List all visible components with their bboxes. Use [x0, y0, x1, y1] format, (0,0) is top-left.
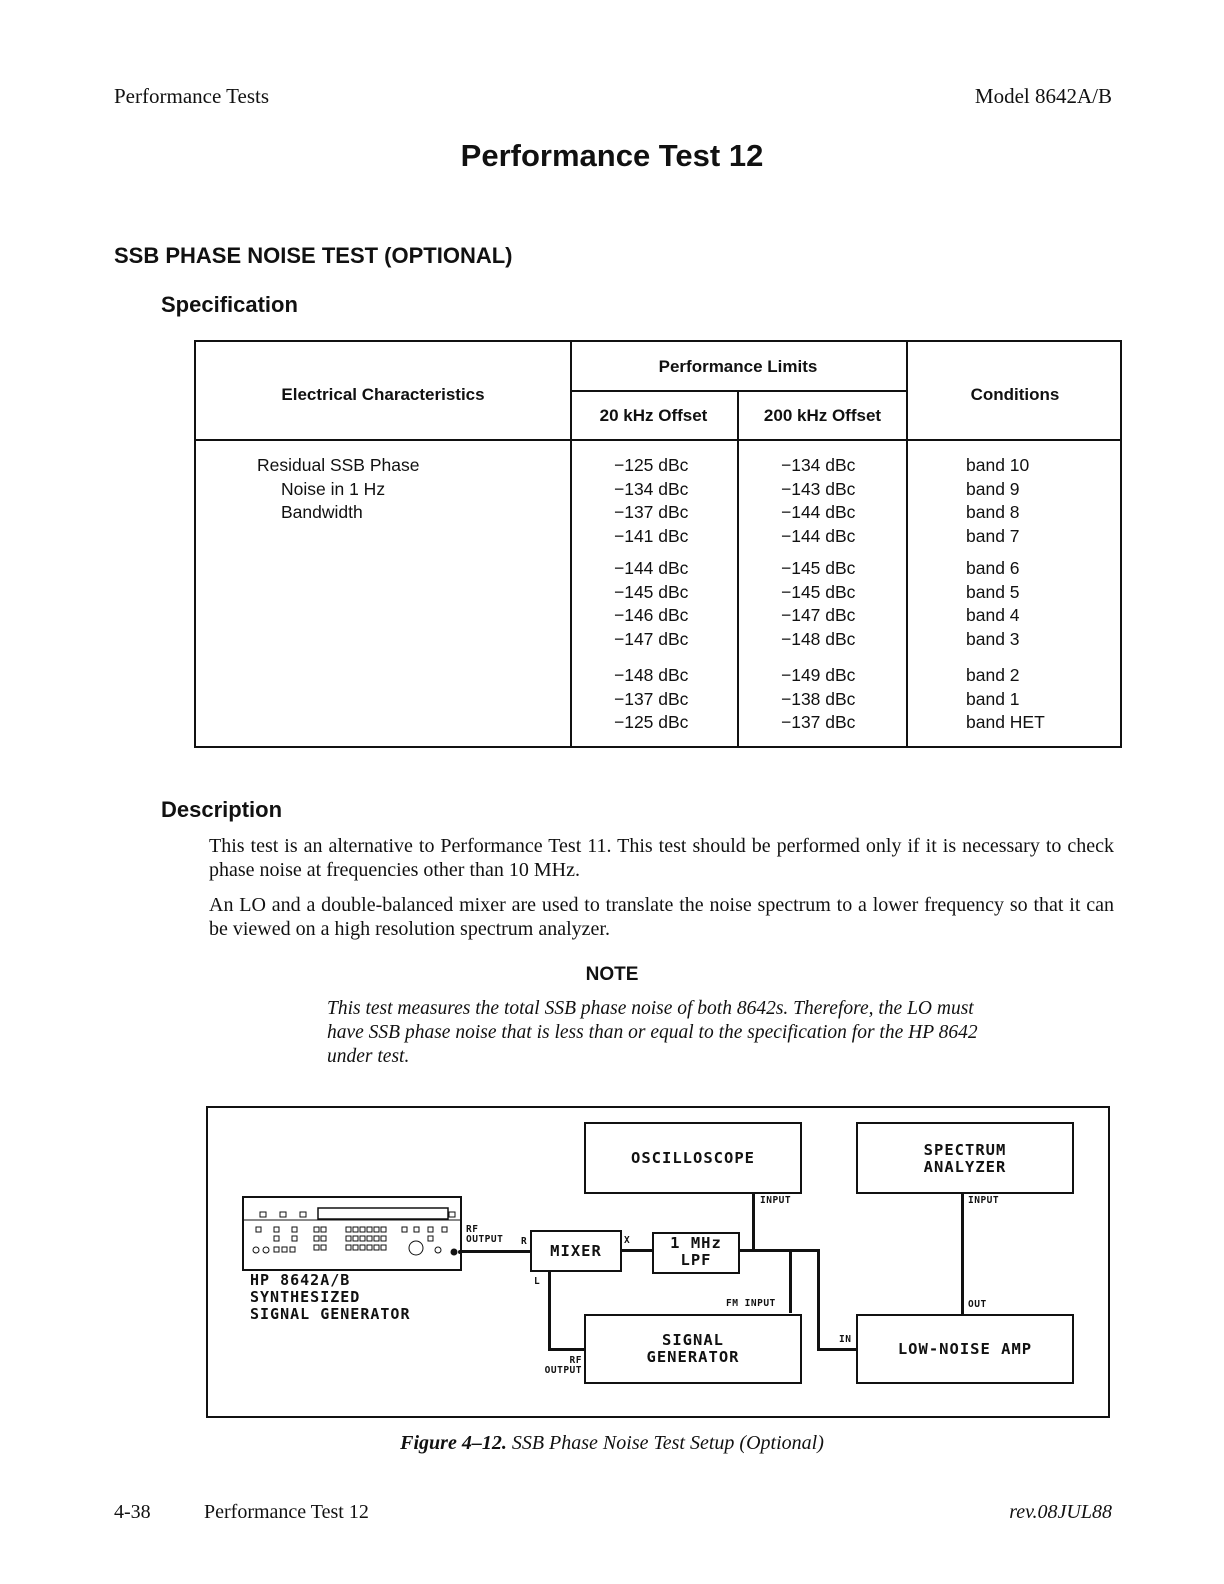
condition-band: band 6: [966, 558, 1020, 578]
offset-20khz-value: −145 dBc: [614, 581, 689, 602]
offset-20khz-value: −146 dBc: [614, 605, 689, 625]
offset-20khz-value: −141 dBc: [614, 525, 689, 546]
footer-page-number: 4-38: [114, 1501, 151, 1523]
condition-band: band 7: [966, 525, 1020, 546]
offset-200khz-value: −143 dBc: [781, 478, 856, 499]
lpf-label: 1 MHz LPF: [670, 1234, 722, 1269]
condition-band: band HET: [966, 712, 1045, 732]
wire-amp-to-analyzer: [961, 1192, 964, 1315]
wire-lpf-output: [738, 1249, 820, 1252]
wire-lo-to-mixer: [548, 1348, 586, 1351]
offset-20khz-value: −148 dBc: [614, 665, 689, 685]
offset-200khz-value: −147 dBc: [781, 605, 856, 625]
condition-band: band 3: [966, 628, 1020, 649]
figure-caption-text: SSB Phase Noise Test Setup (Optional): [511, 1432, 824, 1454]
description-heading: Description: [161, 797, 283, 822]
page-title: Performance Test 12: [460, 138, 764, 173]
figure-caption: [0, 1432, 1224, 1455]
port-signal-generator-rf-output: RF OUTPUT: [544, 1355, 582, 1376]
header-200khz-offset: 200 kHz Offset: [763, 406, 882, 425]
offset-200khz-value: −144 dBc: [781, 525, 856, 546]
wire-to-amp-input: [817, 1348, 857, 1351]
offset-200khz-value: −145 dBc: [781, 581, 856, 602]
header-conditions: Conditions: [970, 385, 1060, 404]
offset-20khz-value: −125 dBc: [614, 455, 689, 475]
condition-band: band 9: [966, 478, 1020, 499]
offset-200khz-value: −144 dBc: [781, 502, 856, 522]
characteristic-line-3: Bandwidth: [281, 502, 363, 522]
mixer-label: MIXER: [550, 1242, 602, 1260]
figure-number: Figure 4–12.: [400, 1432, 507, 1454]
low-noise-amp-label: LOW-NOISE AMP: [897, 1340, 1033, 1358]
offset-20khz-value: −144 dBc: [614, 558, 689, 578]
wire-to-fm-input: [789, 1249, 792, 1313]
description-paragraph-1: This test is an alternative to Performance Test 11. This test should be performed only if it is necessary to check phase noise at frequencies other than 10 MHz.: [209, 835, 1114, 881]
description-paragraph-2: An LO and a double-balanced mixer are used to translate the noise spectrum to a lower frequency so that it can be viewed on a high resolution spectrum analyzer.: [209, 894, 1114, 940]
running-header-left: Performance Tests: [114, 84, 270, 108]
offset-200khz-value: −145 dBc: [781, 558, 856, 578]
port-oscilloscope-input: INPUT: [760, 1195, 792, 1206]
condition-band: band 1: [966, 688, 1020, 709]
condition-band: band 2: [966, 665, 1020, 685]
port-mixer-x: X: [624, 1235, 631, 1246]
offset-20khz-value: −147 dBc: [614, 628, 689, 649]
test-setup-diagram: [206, 1106, 1110, 1418]
note-label: NOTE: [585, 964, 639, 985]
offset-200khz-value: −134 dBc: [781, 455, 856, 475]
condition-band: band 10: [966, 455, 1030, 475]
port-fm-input: FM INPUT: [726, 1298, 776, 1309]
wire-to-oscilloscope: [752, 1192, 755, 1251]
header-performance-limits: Performance Limits: [658, 357, 818, 376]
wire-mixer-to-lpf: [620, 1249, 653, 1252]
note-text: This test measures the total SSB phase noise of both 8642s. Therefore, the LO must have SSB phase noise that is less than or equal to the specification for the HP 8642 under test.: [327, 998, 978, 1067]
footer-revision: rev.08JUL88: [1009, 1501, 1112, 1523]
spectrum-analyzer-label: SPECTRUM ANALYZER: [923, 1141, 1007, 1176]
offset-20khz-value: −137 dBc: [614, 688, 689, 709]
condition-band: band 4: [966, 605, 1020, 625]
port-mixer-l: L: [534, 1276, 541, 1287]
section-title: SSB PHASE NOISE TEST (OPTIONAL): [114, 243, 513, 268]
specification-heading: Specification: [161, 292, 298, 317]
offset-20khz-value: −125 dBc: [614, 712, 689, 732]
hp-8642-front-panel-icon: [242, 1196, 468, 1272]
port-amp-in: IN: [839, 1334, 852, 1345]
offset-200khz-value: −148 dBc: [781, 628, 856, 649]
port-mixer-r: R: [521, 1236, 528, 1247]
offset-20khz-value: −137 dBc: [614, 502, 689, 522]
wire-lo-vertical: [548, 1269, 551, 1351]
signal-generator-label: SIGNAL GENERATOR: [646, 1331, 740, 1366]
running-header-right: Model 8642A/B: [974, 84, 1112, 108]
offset-20khz-value: −134 dBc: [614, 478, 689, 499]
offset-200khz-value: −149 dBc: [781, 665, 856, 685]
wire-generator-to-mixer: [462, 1250, 530, 1253]
port-amp-out: OUT: [968, 1299, 987, 1310]
header-20khz-offset: 20 kHz Offset: [599, 406, 708, 425]
header-electrical-characteristics: Electrical Characteristics: [281, 385, 485, 404]
port-rf-output-generator: RF OUTPUT: [466, 1224, 504, 1245]
specification-table: [194, 340, 1122, 748]
wire-to-amp-vertical: [817, 1249, 820, 1351]
characteristic-line-2: Noise in 1 Hz: [281, 478, 386, 499]
offset-200khz-value: −138 dBc: [781, 688, 856, 709]
port-analyzer-input: INPUT: [968, 1195, 1000, 1206]
offset-200khz-value: −137 dBc: [781, 712, 856, 732]
footer-section: Performance Test 12: [204, 1501, 369, 1523]
characteristic-line-1: Residual SSB Phase: [257, 455, 420, 475]
condition-band: band 5: [966, 581, 1020, 602]
oscilloscope-label: OSCILLOSCOPE: [631, 1149, 755, 1167]
condition-band: band 8: [966, 502, 1020, 522]
hp-8642-label: HP 8642A/B SYNTHESIZED SIGNAL GENERATOR: [250, 1271, 411, 1323]
